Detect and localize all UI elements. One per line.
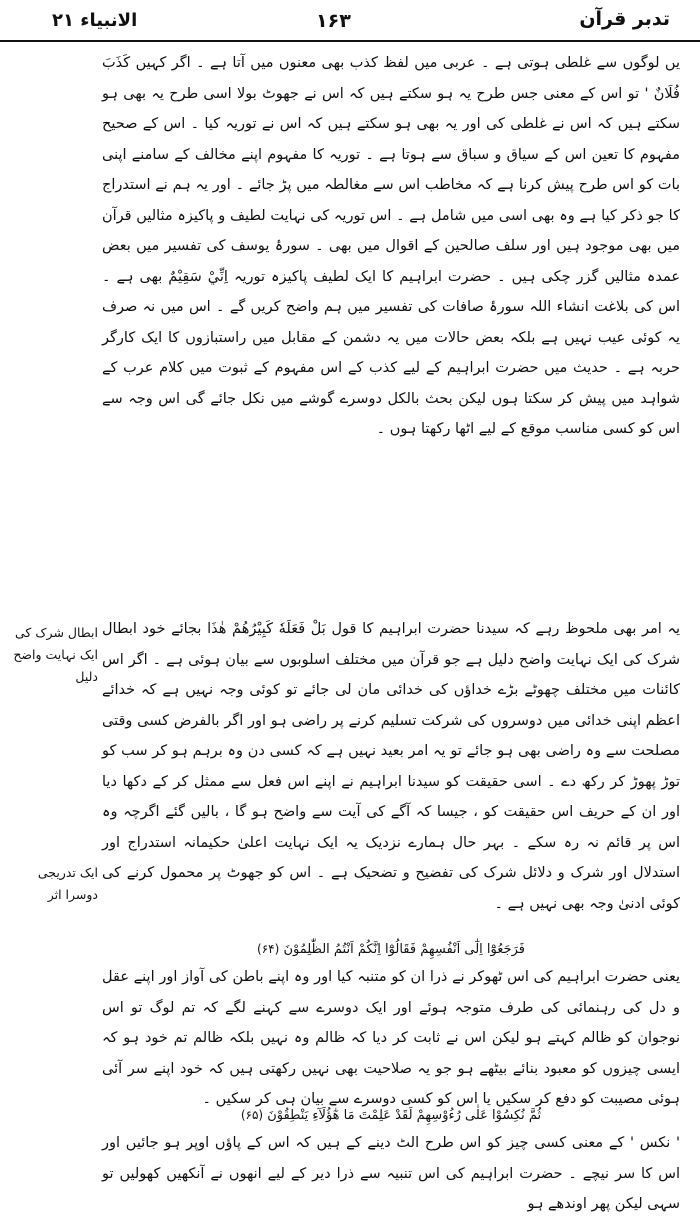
paragraph-4: ' نکس ' کے معنی کسی چیز کو اس طرح الٹ دینے کے ہیں کہ اس کے پاؤں اوپر ہو جائیں اور اس کا سر نیچے ۔ حضرت ابراہیم کی اس تنبیہ سے ذرا دیر کے لیے انھوں نے آنکھیں کھولیں تو سہی لیکن پھر اوندھے ہو xyxy=(102,1135,680,1212)
verse-65-number: (۶۵) xyxy=(240,1108,264,1122)
paragraph-1: یں لوگوں سے غلطی ہوتی ہے ۔ عربی میں لفظ کذب بھی معنوں میں آتا ہے ۔ اگر کہیں کَذَبَ فُلَانٌ ' تو اس کے معنی جس طرح یہ ہو سکتے ہیں کہ اس نے جھوٹ بولا اسی طرح یہ بھی ہو سکتے ہیں کہ اس نے غلطی کی اور یہ بھی ہو سکتے ہیں کہ اس نے توریہ کیا ۔ اس کے صحیح مفہوم کا تعین اس کے سیاق و سباق سے ہوتا ہے ۔ توریہ کا مفہوم اپنے مخالف کے سامنے اپنی بات کو اس طرح پیش کرنا ہے کہ مخاطب اس سے مغالطہ میں پڑ جائے ۔ اور یہ ہم نے استدراج کا جو ذکر کیا ہے وہ بھی اسی میں شامل ہے ۔ اس توریہ کی نہایت لطیف و پاکیزہ مثالیں قرآن میں بھی موجود ہیں اور سلف صالحین کے اقوال میں بھی ۔ سورۂ یوسف کی تفسیر میں بعض عمدہ مثالیں گزر چکی ہیں ۔ حضرت ابراہیم کا ایک لطیف پاکیزہ توریہ اِنِّيْ سَقِيْمٌ بھی ہے ۔ اس کی بلاغت انشاء اللہ سورۂ صافات کی تفسیر میں ہم واضح کریں گے ۔ اس میں نہ صرف یہ کوئی عیب نہیں ہے بلکہ بعض حالات میں یہ دشمن کے مقابل میں راستبازوں کا ایک کارگر حربہ ہے ۔ حدیث میں حضرت ابراہیم کے لیے کذب کے اس مفہوم کے ثبوت میں کلام عرب کے شواہد میں پیش کر سکتا ہوں لیکن بحث بالکل دوسرے گوشے میں نکل جائے گی اس وجہ سے اس کو کسی مناسب موقع کے لیے اٹھا رکھتا ہوں ۔ xyxy=(102,55,680,437)
verse-65-text: ثُمَّ نُكِسُوْا عَلٰى رُءُوْسِهِمْ لَقَدْ عَلِمْتَ مَا هٰٓؤُلَآءِ يَنْطِقُوْنَ xyxy=(267,1108,542,1123)
paragraph-3: یعنی حضرت ابراہیم کی اس ٹھوکر نے ذرا ان کو متنبہ کیا اور وہ اپنے باطن کی آواز اور اپنے عقل و دل کی رہنمائی کی طرف متوجہ ہوئے اور ایک دوسرے سے کہنے لگے کہ تم لوگ تو اس نوجوان کو ظالم کہتے ہو لیکن اس نے ثابت کر دیا کہ ظالم وہ نہیں بلکہ ظالم تم خود ہو کہ ایسی چیزوں کو معبود بنائے بیٹھے ہو جو یہ صلاحیت بھی نہیں رکھتی ہیں کہ خود اپنے سر آئی ہوئی مصیبت کو دفع کر سکیں یا اس کو کسی دوسرے سے بیان ہی کر سکیں ۔ xyxy=(102,969,680,1107)
margin-note-1: ابطال شرک کی ایک نہایت واضح دلیل xyxy=(13,625,98,684)
page-header xyxy=(0,0,700,42)
main-text xyxy=(102,48,680,1212)
book-title: تدبر قرآن xyxy=(579,8,670,30)
verse-64-number: (۶۴) xyxy=(257,942,280,956)
paragraph-2: یہ امر بھی ملحوظ رہے کہ سیدنا حضرت ابراہیم کا قول بَلْ فَعَلَهٗ كَبِيْرُهُمْ هٰذَا بجائے خود ابطال شرک کی ایک نہایت واضح دلیل ہے جو قرآن میں مختلف اسلوبوں سے بیان ہوئی ہے ۔ اگر اس کائنات میں مختلف چھوٹے بڑے خداؤں کی خدائی مان لی جائے تو کوئی وجہ نہیں ہے کہ خدائے اعظم اپنی خدائی میں دوسروں کی شرکت تسلیم کرنے پر راضی ہو اور اگر بالفرض کسی وقتی مصلحت سے وہ راضی بھی ہو جائے تو یہ امر بعید نہیں ہے کہ کسی دن وہ برہم ہو کر سب کو توڑ پھوڑ کر رکھ دے ۔ اسی حقیقت کو سیدنا ابراہیم نے اپنے اس فعل سے ممثل کر کے دکھا دیا اور ان کے حریف اس حقیقت کو ، جیسا کہ آگے کی آیت سے واضح ہو گا ، بالیں گئے اگرچہ وہ اس پر قائم نہ رہ سکے ۔ بہر حال ہمارے نزدیک یہ ایک نہایت اعلیٰ حکیمانہ استدراج اور استدلال اور شرک و دلائل شرک کی تفضیح و تضحیک ہے ۔ اس کو جھوٹ پر محمول کرنے کی کوئی ادنیٰ وجہ بھی نہیں ہے ۔ xyxy=(102,621,680,912)
margin-note-2: ایک تدریجی دوسرا اثر xyxy=(37,865,98,902)
page-number: ۱۶۳ xyxy=(316,10,351,32)
verse-64-text: فَرَجَعُوْٓا اِلٰٓى اَنْفُسِهِمْ فَقَالُوْٓا اِنَّكُمْ اَنْتُمُ الظّٰلِمُوْنَ xyxy=(283,942,525,957)
chapter-label: الانبیاء ۲۱ xyxy=(52,10,138,31)
verse-64 xyxy=(102,936,680,962)
